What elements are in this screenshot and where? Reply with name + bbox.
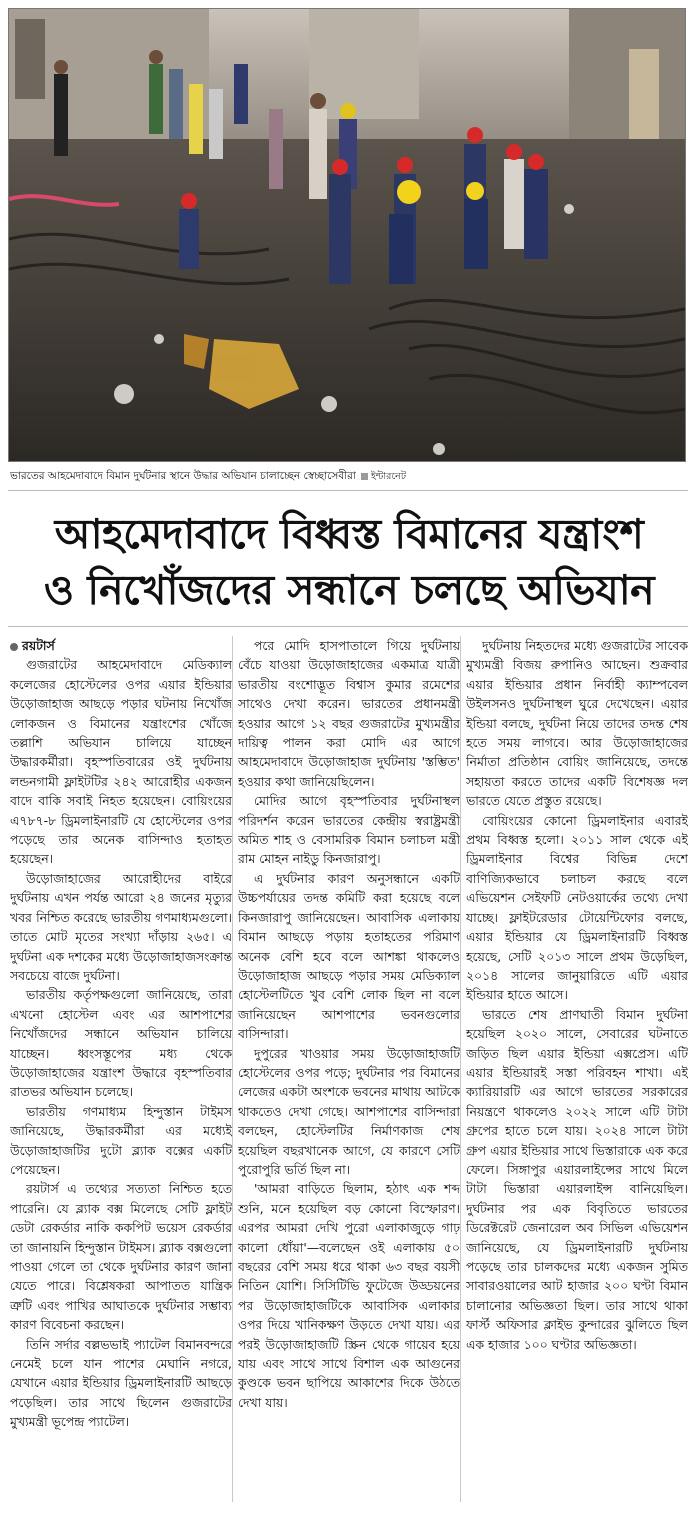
caption-text: ভারতের আহমেদাবাদে বিমান দুর্ঘটনার স্থানে উদ্ধার অভিযান চালাচ্ছেন স্বেচ্ছাসেবীরা (10, 470, 356, 482)
paragraph: ভারতীয় কর্তৃপক্ষগুলো জানিয়েছে, তারা এখনো হোস্টেল এবং এর আশপাশের নিখোঁজদের সন্ধানে অভিযান চালিয়ে যাচ্ছেন। ধ্বংসস্তূপের মধ্য থেকে উড়োজাহাজের যন্ত্রাংশ উদ্ধারে বৃহস্পতিবার রাতভর অভিযান চলেছে। (10, 987, 232, 1100)
caption-square-icon (361, 473, 368, 480)
column-divider-2 (460, 636, 461, 1502)
byline (10, 636, 232, 655)
paragraph: দুর্ঘটনায় নিহতদের মধ্যে গুজরাটের সাবেক মুখ্যমন্ত্রী বিজয় রুপানিও আছেন। শুক্রবার এয়ার ইন্ডিয়ার প্রধান নির্বাহী ক্যাম্পবেল উইলসনও দুর্ঘটনাস্থল ঘুরে দেখেছেন। এয়ার ইন্ডিয়া বলছে, দুর্ঘটনা নিয়ে তাদের তদন্ত শেষ হতে সময় লাগবে। আর উড়োজাহাজের নির্মাতা প্রতিষ্ঠান বোয়িং জানিয়েছে, তদন্তে সহায়তা করতে তাদের একটি বিশেষজ্ঞ দল ভারতে যেতে প্রস্তুত রয়েছে। (466, 638, 688, 809)
paragraph: বোয়িংয়ের কোনো ড্রিমলাইনার এবারই প্রথম বিধ্বস্ত হলো। ২০১১ সাল থেকে এই ড্রিমলাইনার বিশ্বের বিভিন্ন দেশে বাণিজ্যিকভাবে চলাচল করছে বলে এভিয়েশন সেইফটি নেটওয়ার্কের তথ্যে দেখা যাচ্ছে। ফ্লাইটরেডার টোয়েন্টিফোর বলছে, এয়ার ইন্ডিয়ার যে ড্রিমলাইনারটি বিধ্বস্ত হয়েছে, সেটি ২০১৩ সালে প্রথম উড়েছিল, ২০১৪ সালের জানুয়ারিতে এটি এয়ার ইন্ডিয়ার হাতে আসে। (466, 812, 688, 1003)
article-column-2 (238, 636, 460, 1508)
paragraph: উড়োজাহাজের আরোহীদের বাইরে দুর্ঘটনায় এখন পর্যন্ত আরো ২৪ জনের মৃত্যুর খবর নিশ্চিত করেছে ভারতীয় গণমাধ্যমগুলো। তাতে মোট মৃতের সংখ্যা দাঁড়ায় ২৬৫। এ দুর্ঘটনা এক দশকের মধ্যে উড়োজাহাজসংক্রান্ত সবচেয়ে বাজে দুর্ঘটনা। (10, 870, 232, 983)
caption-divider (8, 490, 688, 491)
paragraph: ভারতীয় গণমাধ্যম হিন্দুস্তান টাইমস জানিয়েছে, উদ্ধারকর্মীরা এর মধ্যেই উড়োজাহাজটির দুটো ব্ল্যাক বক্সের একটি পেয়েছেন। (10, 1103, 232, 1177)
paragraph: তিনি সর্দার বল্লভভাই প্যাটেল বিমানবন্দরে নেমেই চলে যান পাশের মেঘানি নগরে, যেখানে এয়ার ইন্ডিয়ার ড্রিমলাইনারটি আছড়ে পড়েছিল। তার সাথে ছিলেন গুজরাটের মুখ্যমন্ত্রী ভূপেন্দ্র প্যাটেল। (10, 1336, 232, 1430)
column-divider-1 (232, 636, 233, 1502)
headline-line-1: আহমেদাবাদে বিধ্বস্ত বিমানের যন্ত্রাংশ (54, 510, 644, 558)
byline-dot-icon (10, 643, 18, 651)
headline (8, 506, 690, 618)
rescue-photo (8, 8, 686, 462)
paragraph: ভারতে শেষ প্রাণঘাতী বিমান দুর্ঘটনা হয়েছিল ২০২০ সালে, সেবারের ঘটনাতে জড়িত ছিল এয়ার ইন্ডিয়া এক্সপ্রেস। এটি এয়ার ইন্ডিয়ারই সস্তা পরিবহন শাখা। এই ক্যারিয়ারটি এর আগে ভারতের সরকারের নিয়ন্ত্রণে থাকলেও ২০২২ সালে এটি টাটা গ্রুপের হাতে চলে যায়। ২০২৪ সালে টাটা গ্রুপ এয়ার ইন্ডিয়ার সাথে ভিস্তারাকে এক করে ফেলে। সিঙ্গাপুর এয়ারলাইন্সের সাথে মিলে টাটা ভিস্তারা এয়ারলাইন্স বানিয়েছিল। দুর্ঘটনার পর এক বিবৃতিতে ভারতের ডিরেক্টরেট জেনারেল অব সিভিল এভিয়েশন জানিয়েছে, যে ড্রিমলাইনারটি দুর্ঘটনায় পড়েছে তার চালকদের মধ্যে একজন সুমিত সাবারওয়ালের আট হাজার ২০০ ঘণ্টা বিমান চালানোর অভিজ্ঞতা ছিল। তার সাথে থাকা ফার্স্ট অফিসার ক্লাইভ কুন্দারের ঝুলিতে ছিল এক হাজার ১০০ ঘণ্টার অভিজ্ঞতা। (466, 1006, 688, 1352)
paragraph: রয়টার্স এ তথ্যের সত্যতা নিশ্চিত হতে পারেনি। যে ব্ল্যাক বক্স মিলেছে সেটি ফ্লাইট ডেটা রেকর্ডার নাকি ককপিট ভয়েস রেকর্ডার তা জানায়নি হিন্দুস্তান টাইমস। ব্ল্যাক বক্সগুলো পাওয়া গেলে তা থেকে দুর্ঘটনার কারণ জানা যেতে পারে। বিশ্লেষকরা আপাতত যান্ত্রিক ত্রুটি এবং পাখির আঘাতকে দুর্ঘটনার সম্ভাব্য কারণ বিবেচনা করছেন। (10, 1181, 232, 1333)
headline-line-2: ও নিখোঁজদের সন্ধানে চলছে অভিযান (43, 566, 655, 614)
headline-divider (8, 626, 688, 627)
paragraph: মোদির আগে বৃহস্পতিবার দুর্ঘটনাস্থল পরিদর্শন করেন ভারতের কেন্দ্রীয় স্বরাষ্ট্রমন্ত্রী অমিত শাহ ও বেসামরিক বিমান চলাচল মন্ত্রী রাম মোহন নাইডু কিনজারাপু। (238, 793, 460, 867)
article-column-1 (10, 636, 232, 1508)
article-column-3 (466, 636, 688, 1508)
paragraph: পরে মোদি হাসপাতালে গিয়ে দুর্ঘটনায় বেঁচে যাওয়া উড়োজাহাজের একমাত্র যাত্রী ভারতীয় বংশোদ্ভূত বিশ্বাস কুমার রমেশের সাথেও দেখা করেন। ভারতের প্রধানমন্ত্রী হওয়ার আগে ১২ বছর গুজরাটের মুখ্যমন্ত্রীর দায়িত্ব পালন করা মোদি এর আগে আহমেদাবাদে উড়োজাহাজ দুর্ঘটনায় 'স্তম্ভিত' হওয়ার কথা জানিয়েছিলেন। (238, 638, 460, 789)
byline-text: রয়টার্স (22, 638, 55, 653)
paragraph: এ দুর্ঘটনার কারণ অনুসন্ধানে একটি উচ্চপর্যায়ের তদন্ত কমিটি করা হয়েছে বলে কিনজারাপু জানিয়েছেন। আবাসিক এলাকায় বিমান আছড়ে পড়ায় হতাহতের পরিমাণ অনেক বেশি হবে বলে আশঙ্কা থাকলেও উড়োজাহাজ আছড়ে পড়ার সময় মেডিক্যাল হোস্টেলটিতে খুব বেশি লোক ছিল না বলে জানিয়েছেন আশপাশের ভবনগুলোর বাসিন্দারা। (238, 870, 460, 1042)
paragraph: 'আমরা বাড়িতে ছিলাম, হঠাৎ এক শব্দ শুনি, মনে হয়েছিল বড় কোনো বিস্ফোরণ। এরপর আমরা দেখি পুরো এলাকাজুড়ে গাঢ় কালো ধোঁয়া'—বলেছেন ওই এলাকায় ৫০ বছরের বেশি সময় ধরে থাকা ৬৩ বছর বয়সী নিতিন যোশি। সিসিটিভি ফুটেজে উড্ডয়নের পর উড়োজাহাজটিকে আবাসিক এলাকার ওপর দিয়ে খানিকক্ষণ উড়তে দেখা যায়। এর পরই উড়োজাহাজটি স্ক্রিন থেকে গায়েব হয়ে যায় এবং সাথে সাথে বিশাল এক আগুনের কুণ্ডকে ভবন ছাপিয়ে আকাশের দিকে উঠতে দেখা যায়। (238, 1181, 460, 1410)
photo-caption (10, 469, 686, 484)
photo-credit: ইন্টারনেট (370, 471, 407, 482)
paragraph: গুজরাটের আহমেদাবাদে মেডিক্যাল কলেজের হোস্টেলের ওপর এয়ার ইন্ডিয়ার উড়োজাহাজ আছড়ে পড়ার ঘটনায় নিখোঁজ লোকজন ও বিমানের যন্ত্রাংশের খোঁজে তল্লাশি অভিযান চালিয়ে যাচ্ছেন উদ্ধারকর্মীরা। বৃহস্পতিবারের ওই দুর্ঘটনায় লন্ডনগামী ফ্লাইটটির ২৪২ আরোহীর একজন বাদে বাকি সবাই নিহত হয়েছেন। বোয়িংয়ের এ৭৮৭-৮ ড্রিমলাইনারটি যে হোস্টেলের ওপর পড়েছে তার অনেক বাসিন্দাও হতাহত হয়েছেন। (10, 657, 232, 867)
paragraph: দুপুরের খাওয়ার সময় উড়োজাহাজটি হোস্টেলের ওপর পড়ে; দুর্ঘটনার পর বিমানের লেজের একটা অংশকে ভবনের মাথায় আটকে থাকতেও দেখা গেছে। আশপাশের বাসিন্দারা বলছেন, হোস্টেলটির নির্মাণকাজ শেষ হয়েছিল বছরখানেক আগে, যে কারণে সেটি পুরোপুরি ভর্তি ছিল না। (238, 1045, 460, 1177)
